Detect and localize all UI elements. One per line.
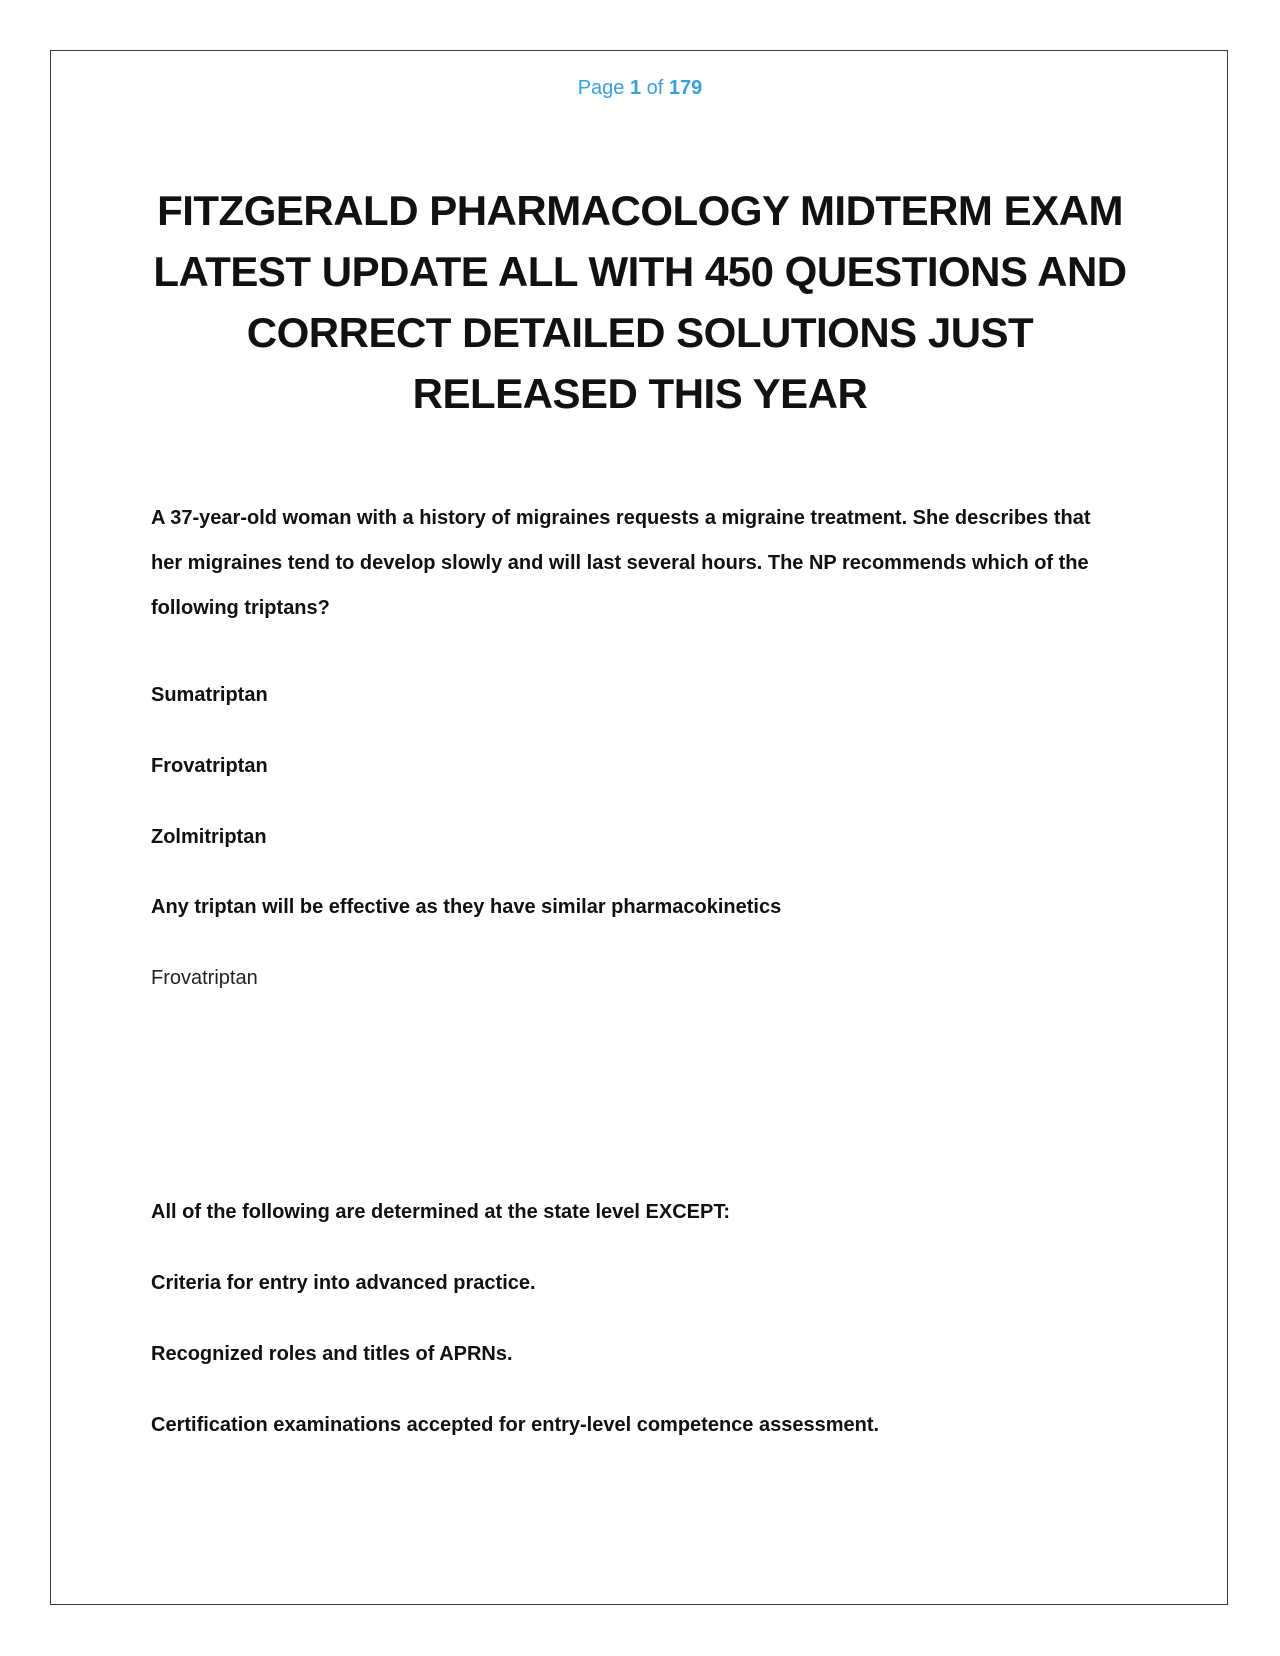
question-1-option-d: Any triptan will be effective as they have similar pharmacokinetics — [151, 896, 782, 918]
question-2-option-a: Criteria for entry into advanced practice. — [151, 1272, 536, 1294]
page-prefix: Page — [577, 77, 625, 99]
page-of: of — [646, 77, 664, 99]
page-number — [0, 77, 1280, 100]
question-2-text: All of the following are determined at the state level EXCEPT: — [151, 1201, 731, 1223]
question-1-option-b: Frovatriptan — [151, 755, 268, 777]
question-1-text: A 37-year-old woman with a history of migraines requests a migraine treatment. She describes that her migraines tend to develop slowly and will last several hours. The NP recommends which of the following triptans? — [151, 507, 1091, 619]
question-1-option-c: Zolmitriptan — [151, 826, 267, 848]
question-2-option-b: Recognized roles and titles of APRNs. — [151, 1343, 513, 1365]
question-1 — [151, 508, 1091, 631]
question-2-option-c: Certification examinations accepted for entry-level competence assessment. — [151, 1414, 880, 1436]
page-current: 1 — [629, 77, 642, 99]
page-total: 179 — [668, 77, 703, 99]
question-1-option-a: Sumatriptan — [151, 684, 268, 706]
question-1-answer: Frovatriptan — [151, 967, 258, 989]
document-title: FITZGERALD PHARMACOLOGY MIDTERM EXAM LATEST UPDATE ALL WITH 450 QUESTIONS AND CORRECT DETAILED SOLUTIONS JUST RELEASED THIS YEAR — [153, 187, 1127, 417]
